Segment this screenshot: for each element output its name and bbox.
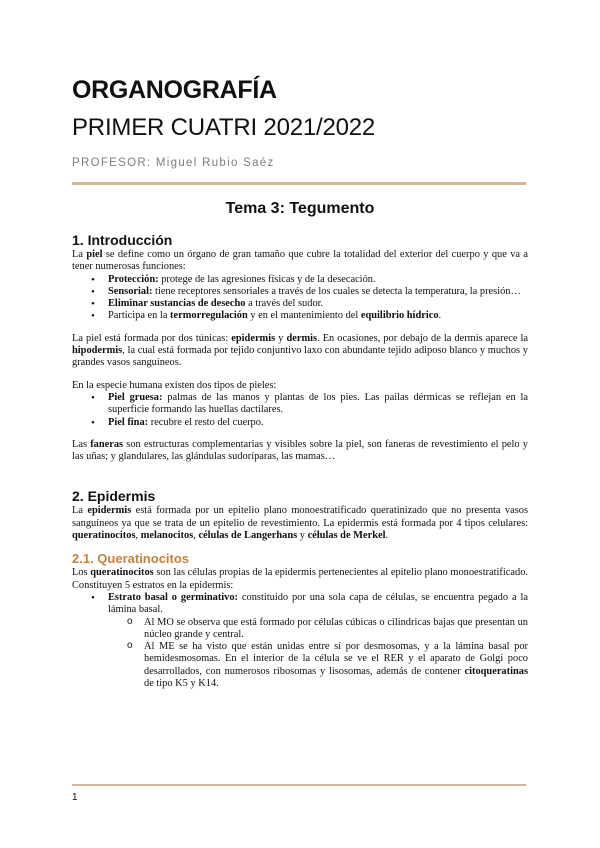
text-run: . xyxy=(438,310,442,322)
term-queratinocitos: queratinocitos xyxy=(90,567,154,579)
list-item-term: Sensorial: xyxy=(108,285,153,297)
term-merkel: células de Merkel xyxy=(307,530,386,542)
text-run: y en el mantenimiento del xyxy=(247,310,361,322)
topic-title: Tema 3: Tegumento xyxy=(225,200,375,217)
text-run: , xyxy=(135,530,141,542)
list-item-term: Protección: xyxy=(108,273,159,285)
list-item-term: Piel fina: xyxy=(108,416,149,428)
page-number: 1 xyxy=(72,792,78,803)
term-termorregulacion: termorregulación xyxy=(170,310,248,322)
skin-types-list xyxy=(72,392,528,429)
list-item xyxy=(108,274,528,286)
list-item-text: a través del sudor. xyxy=(245,298,324,310)
term-faneras: faneras xyxy=(90,438,124,450)
document-title: ORGANOGRAFÍA xyxy=(72,76,277,104)
text-run: Participa en la xyxy=(108,310,171,322)
text-run: está formada por un epitelio plano monoestratificado queratinizado que no presenta vasos sanguíneos ya que se trata de un epitelio de revestimiento. La epidermis está formada por 4 tipos celulares: xyxy=(72,505,529,529)
list-item xyxy=(108,298,528,310)
intro-paragraph-3: En la especie humana existen dos tipos de pieles: xyxy=(72,379,277,391)
list-item-text: recubre el resto del cuerpo. xyxy=(148,416,264,428)
list-item xyxy=(108,286,528,298)
text-run: son las células propias de la epidermis pertenecientes al epitelio plano monoestratificado. Constituyen 5 estratos en la epidermis: xyxy=(72,567,528,591)
strata-sublist xyxy=(108,617,528,691)
list-item-term: Eliminar sustancias de desecho xyxy=(108,298,246,310)
strata-list xyxy=(72,592,528,690)
spacer xyxy=(72,463,528,488)
spacer xyxy=(72,370,528,380)
term-queratinocitos: queratinocitos xyxy=(72,530,136,542)
subsection-heading-queratinocitos: 2.1. Queratinocitos xyxy=(72,551,190,567)
intro-paragraph-2 xyxy=(72,333,528,370)
text-run: Al ME se ha visto que están unidas entre sí por desmosomas, y a la lámina basal por hemidesmosomas. En el interior de la célula se ve el RER y el aparato de Golgi poco desarrollados, con numerosos ribosomas y lisosomas, además de contener xyxy=(144,641,528,677)
list-item xyxy=(108,310,528,322)
queratinocitos-paragraph-1 xyxy=(72,567,528,592)
text-run: , xyxy=(193,530,199,542)
term-hipodermis: hipodermis xyxy=(72,345,123,357)
spacer xyxy=(72,323,528,333)
list-item-term: Piel gruesa: xyxy=(108,391,163,403)
text-run: Los xyxy=(72,567,91,579)
term-epidermis: epidermis xyxy=(231,332,276,344)
list-item xyxy=(108,392,528,417)
text-run: y xyxy=(275,332,287,344)
intro-paragraph-4 xyxy=(72,439,528,464)
text-run: . En ocasiones, por debajo de la dermis aparece la xyxy=(317,332,529,344)
list-item-text: protege de las agresiones físicas y de la desecación. xyxy=(158,273,376,285)
list-item-term: Estrato basal o germinativo: xyxy=(108,591,239,603)
term-dermis: dermis xyxy=(286,332,318,344)
header-divider xyxy=(72,182,526,185)
term-melanocitos: melanocitos xyxy=(140,530,194,542)
text-run: de tipo K5 y K14. xyxy=(144,678,219,690)
sub-list-item xyxy=(144,641,528,690)
text-run: Las xyxy=(72,438,91,450)
professor-line: PROFESOR: Miguel Rubio Saéz xyxy=(72,157,275,169)
spacer xyxy=(72,429,528,439)
text-run: . xyxy=(385,530,389,542)
list-item xyxy=(108,417,528,429)
section-heading-epidermis: 2. Epidermis xyxy=(72,488,156,505)
text-run: , la cual está formada por tejido conjuntivo laxo con abundante tejido adiposo blanco y muchos y grandes vasos sanguíneos. xyxy=(72,345,528,369)
document-subtitle: PRIMER CUATRI 2021/2022 xyxy=(72,114,376,141)
text-run: La xyxy=(72,505,88,517)
epidermis-paragraph-1 xyxy=(72,505,528,542)
functions-list xyxy=(72,274,528,323)
term-epidermis: epidermis xyxy=(87,505,132,517)
term-langerhans: células de Langerhans xyxy=(198,530,298,542)
document-body xyxy=(72,232,528,690)
list-item xyxy=(108,592,528,690)
term-equilibrio-hidrico: equilibrio hídrico xyxy=(360,310,439,322)
text-run: La xyxy=(72,249,87,260)
spacer xyxy=(72,542,528,551)
sub-list-item: o Al MO se observa que está formado por células cúbicas o cilíndricas bajas que presentan un núcleo grande y central. xyxy=(144,617,528,642)
text-run: se define como un órgano de gran tamaño que cubre la totalidad del exterior del cuerpo y que va a tener numerosas funciones: xyxy=(72,249,528,273)
list-item-text: constituido por una sola capa de células, se encuentra pegado a la lámina basal. xyxy=(108,591,528,616)
term-piel: piel xyxy=(86,249,103,260)
text-run: son estructuras complementarias y visibles sobre la piel, son faneras de revestimiento el pelo y las uñas; y glandulares, las glándulas sudoríparas, las mamas… xyxy=(72,438,528,463)
intro-paragraph-1 xyxy=(72,249,528,274)
list-item-text: tiene receptores sensoriales a través de los cuales se detecta la temperatura, la presión… xyxy=(152,285,521,297)
text-run: y xyxy=(297,530,308,542)
text-run: La piel está formada por dos túnicas: xyxy=(72,332,232,344)
list-item-text: palmas de las manos y plantas de los pies. Las pailas dérmicas se reflejan en la superficie formando las huellas dactilares. xyxy=(108,391,529,416)
footer-divider xyxy=(72,784,526,786)
section-heading-intro: 1. Introducción xyxy=(72,232,173,248)
term-citoqueratinas: citoqueratinas xyxy=(464,665,528,677)
